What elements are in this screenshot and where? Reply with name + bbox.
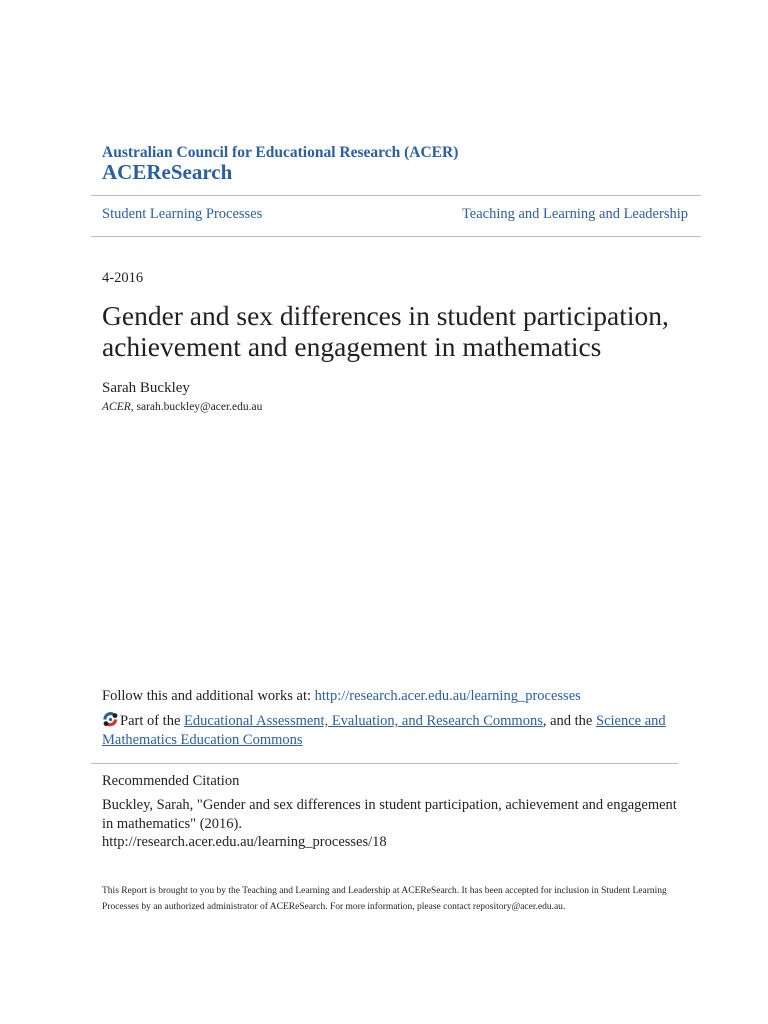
affiliation-org: ACER — [102, 401, 131, 413]
citation-divider — [91, 763, 678, 764]
author-affiliation — [102, 401, 262, 413]
author-name: Sarah Buckley — [102, 380, 190, 396]
citation-url: http://research.acer.edu.au/learning_processes/18 — [102, 834, 387, 850]
publication-date: 4-2016 — [102, 270, 144, 286]
follow-label: Follow this and additional works at: — [102, 688, 315, 704]
part-of-middle: , and the — [542, 713, 596, 729]
follow-link[interactable]: http://research.acer.edu.au/learning_processes — [314, 688, 581, 704]
affiliation-email: , sarah.buckley@acer.edu.au — [130, 401, 263, 413]
part-of-line — [102, 711, 672, 750]
network-commons-icon — [102, 711, 119, 728]
series-link-teaching-learning[interactable]: Teaching and Learning and Leadership — [461, 206, 688, 222]
repository-name[interactable]: ACEReSearch — [102, 160, 233, 184]
citation-heading: Recommended Citation — [102, 773, 240, 789]
commons-link-educational-assessment[interactable]: Educational Assessment, Evaluation, and Research Commons — [184, 713, 543, 729]
follow-line — [102, 688, 581, 705]
citation-text: Buckley, Sarah, "Gender and sex differences in student participation, achievement and engagement in mathematics" (2016). — [102, 797, 677, 832]
citation-block — [102, 796, 682, 852]
header-divider-bottom — [91, 236, 701, 237]
document-title: Gender and sex differences in student participation, achievement and engagement in mathematics — [102, 300, 669, 362]
institution-name[interactable]: Australian Council for Educational Research (ACER) — [102, 144, 459, 161]
commons-link-science-math[interactable]: Science and Mathematics Education Commons — [102, 713, 666, 748]
footer-notice: This Report is brought to you by the Teaching and Learning and Leadership at ACEReSearch. It has been accepted for inclusion in Student Learning Processes by an authorized administrator of ACEReSearch. For more information, please contact repository@acer.edu.au. — [102, 886, 667, 912]
part-of-label: Part of the — [120, 713, 185, 729]
series-link-student-learning[interactable]: Student Learning Processes — [102, 206, 263, 222]
header-divider-top — [91, 195, 701, 196]
